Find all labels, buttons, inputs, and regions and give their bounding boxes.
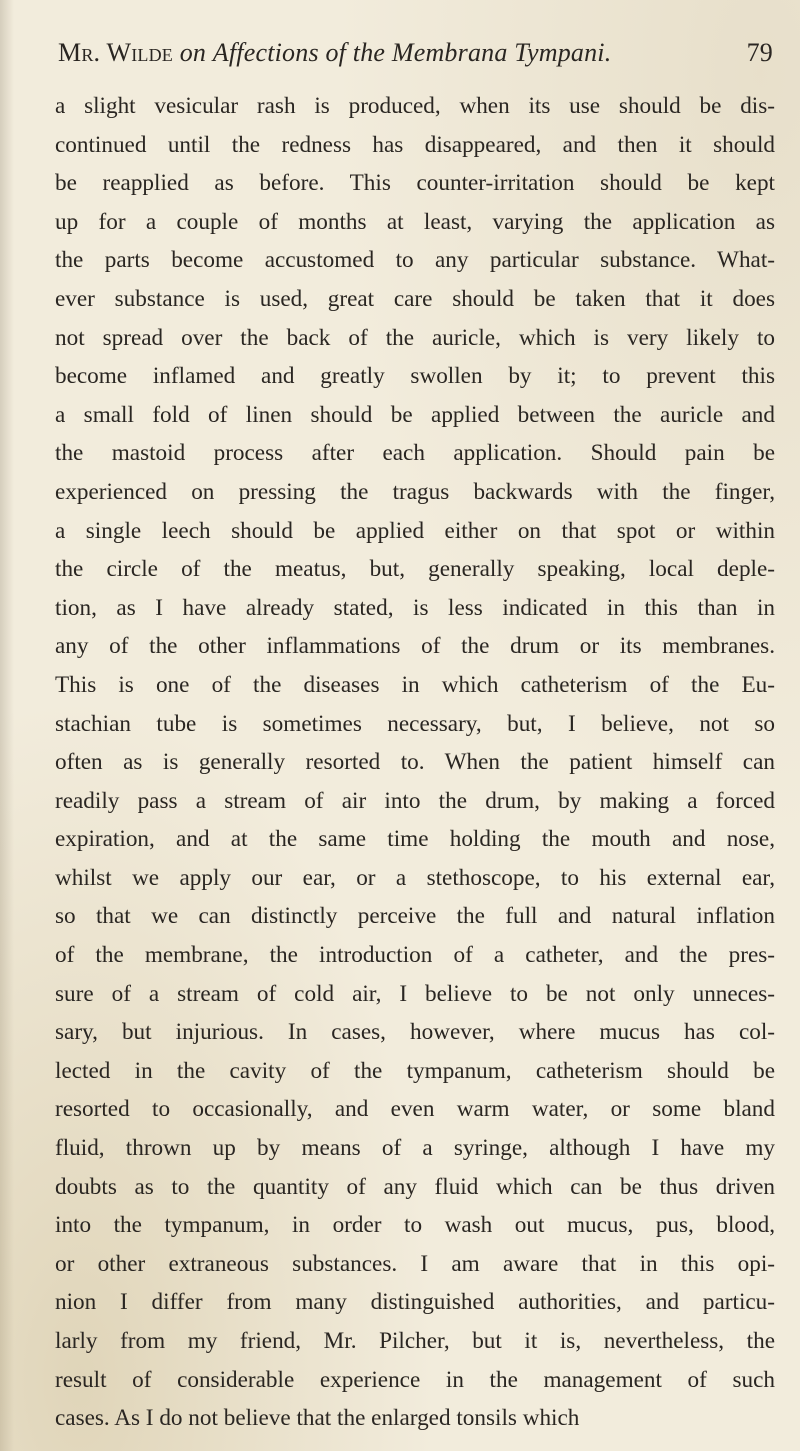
text-line: of the membrane, the introduction of a catheter, and the pres- (55, 942, 775, 969)
text-line: the parts become accustomed to any particular substance. What- (55, 247, 775, 274)
text-line: be reapplied as before. This counter-irritation should be kept (55, 170, 775, 197)
text-line: larly from my friend, Mr. Pilcher, but it is, nevertheless, the (55, 1328, 775, 1354)
text-line: lected in the cavity of the tympanum, catheterism should be (55, 1057, 775, 1084)
text-line: not spread over the back of the auricle, which is very likely to (55, 324, 775, 351)
body-text (55, 87, 775, 1438)
page-number: 79 (746, 38, 773, 67)
text-line: fluid, thrown up by means of a syringe, although I have my (55, 1135, 775, 1162)
text-line: resorted to occasionally, and even warm water, or some bland (55, 1096, 775, 1123)
text-line: so that we can distinctly perceive the full and natural inflation (55, 903, 775, 930)
text-line: tion, as I have already stated, is less indicated in this than in (55, 594, 775, 621)
running-title (58, 38, 611, 68)
text-line: continued until the redness has disappeared, and then it should (55, 131, 775, 158)
text-line: into the tympanum, in order to wash out mucus, pus, blood, (55, 1212, 775, 1239)
text-line: any of the other inflammations of the drum or its membranes. (55, 633, 775, 660)
text-line: or other extraneous substances. I am aware that in this opi- (55, 1250, 775, 1277)
text-line: readily pass a stream of air into the drum, by making a forced (55, 787, 775, 814)
text-line: expiration, and at the same time holding the mouth and nose, (55, 826, 775, 853)
running-title-subject: Affections of the Membrana Tympani. (212, 38, 612, 67)
text-line: doubts as to the quantity of any fluid which can be thus driven (55, 1173, 775, 1200)
text-line: up for a couple of months at least, varying the application as (55, 208, 775, 235)
text-line: nion I differ from many distinguished authorities, and particu- (55, 1289, 775, 1316)
text-line: become inflamed and greatly swollen by it; to prevent this (55, 363, 775, 390)
text-line: often as is generally resorted to. When the patient himself can (55, 749, 775, 776)
text-line: the mastoid process after each application. Should pain be (55, 440, 775, 467)
text-line: stachian tube is sometimes necessary, but, I believe, not so (55, 710, 775, 737)
running-header (58, 38, 773, 78)
text-line: ever substance is used, great care should be taken that it does (55, 285, 775, 312)
text-line: a single leech should be applied either on that spot or within (55, 517, 775, 544)
text-line: experienced on pressing the tragus backwards with the finger, (55, 478, 775, 505)
running-title-author: Mr. Wilde (58, 38, 173, 67)
text-line: a small fold of linen should be applied between the auricle and (55, 401, 775, 428)
text-line: whilst we apply our ear, or a stethoscope, to his external ear, (55, 864, 775, 891)
running-title-connector: on (179, 38, 207, 67)
text-line: result of considerable experience in the management of such (55, 1366, 775, 1393)
text-line: This is one of the diseases in which catheterism of the Eu- (55, 671, 775, 698)
text-line: cases. As I do not believe that the enlarged tonsils which (55, 1405, 580, 1432)
text-line: a slight vesicular rash is produced, when its use should be dis- (55, 93, 775, 119)
text-line: sure of a stream of cold air, I believe to be not only unneces- (55, 980, 775, 1007)
text-line: sary, but injurious. In cases, however, where mucus has col- (55, 1019, 775, 1046)
text-line: the circle of the meatus, but, generally speaking, local deple- (55, 556, 775, 583)
